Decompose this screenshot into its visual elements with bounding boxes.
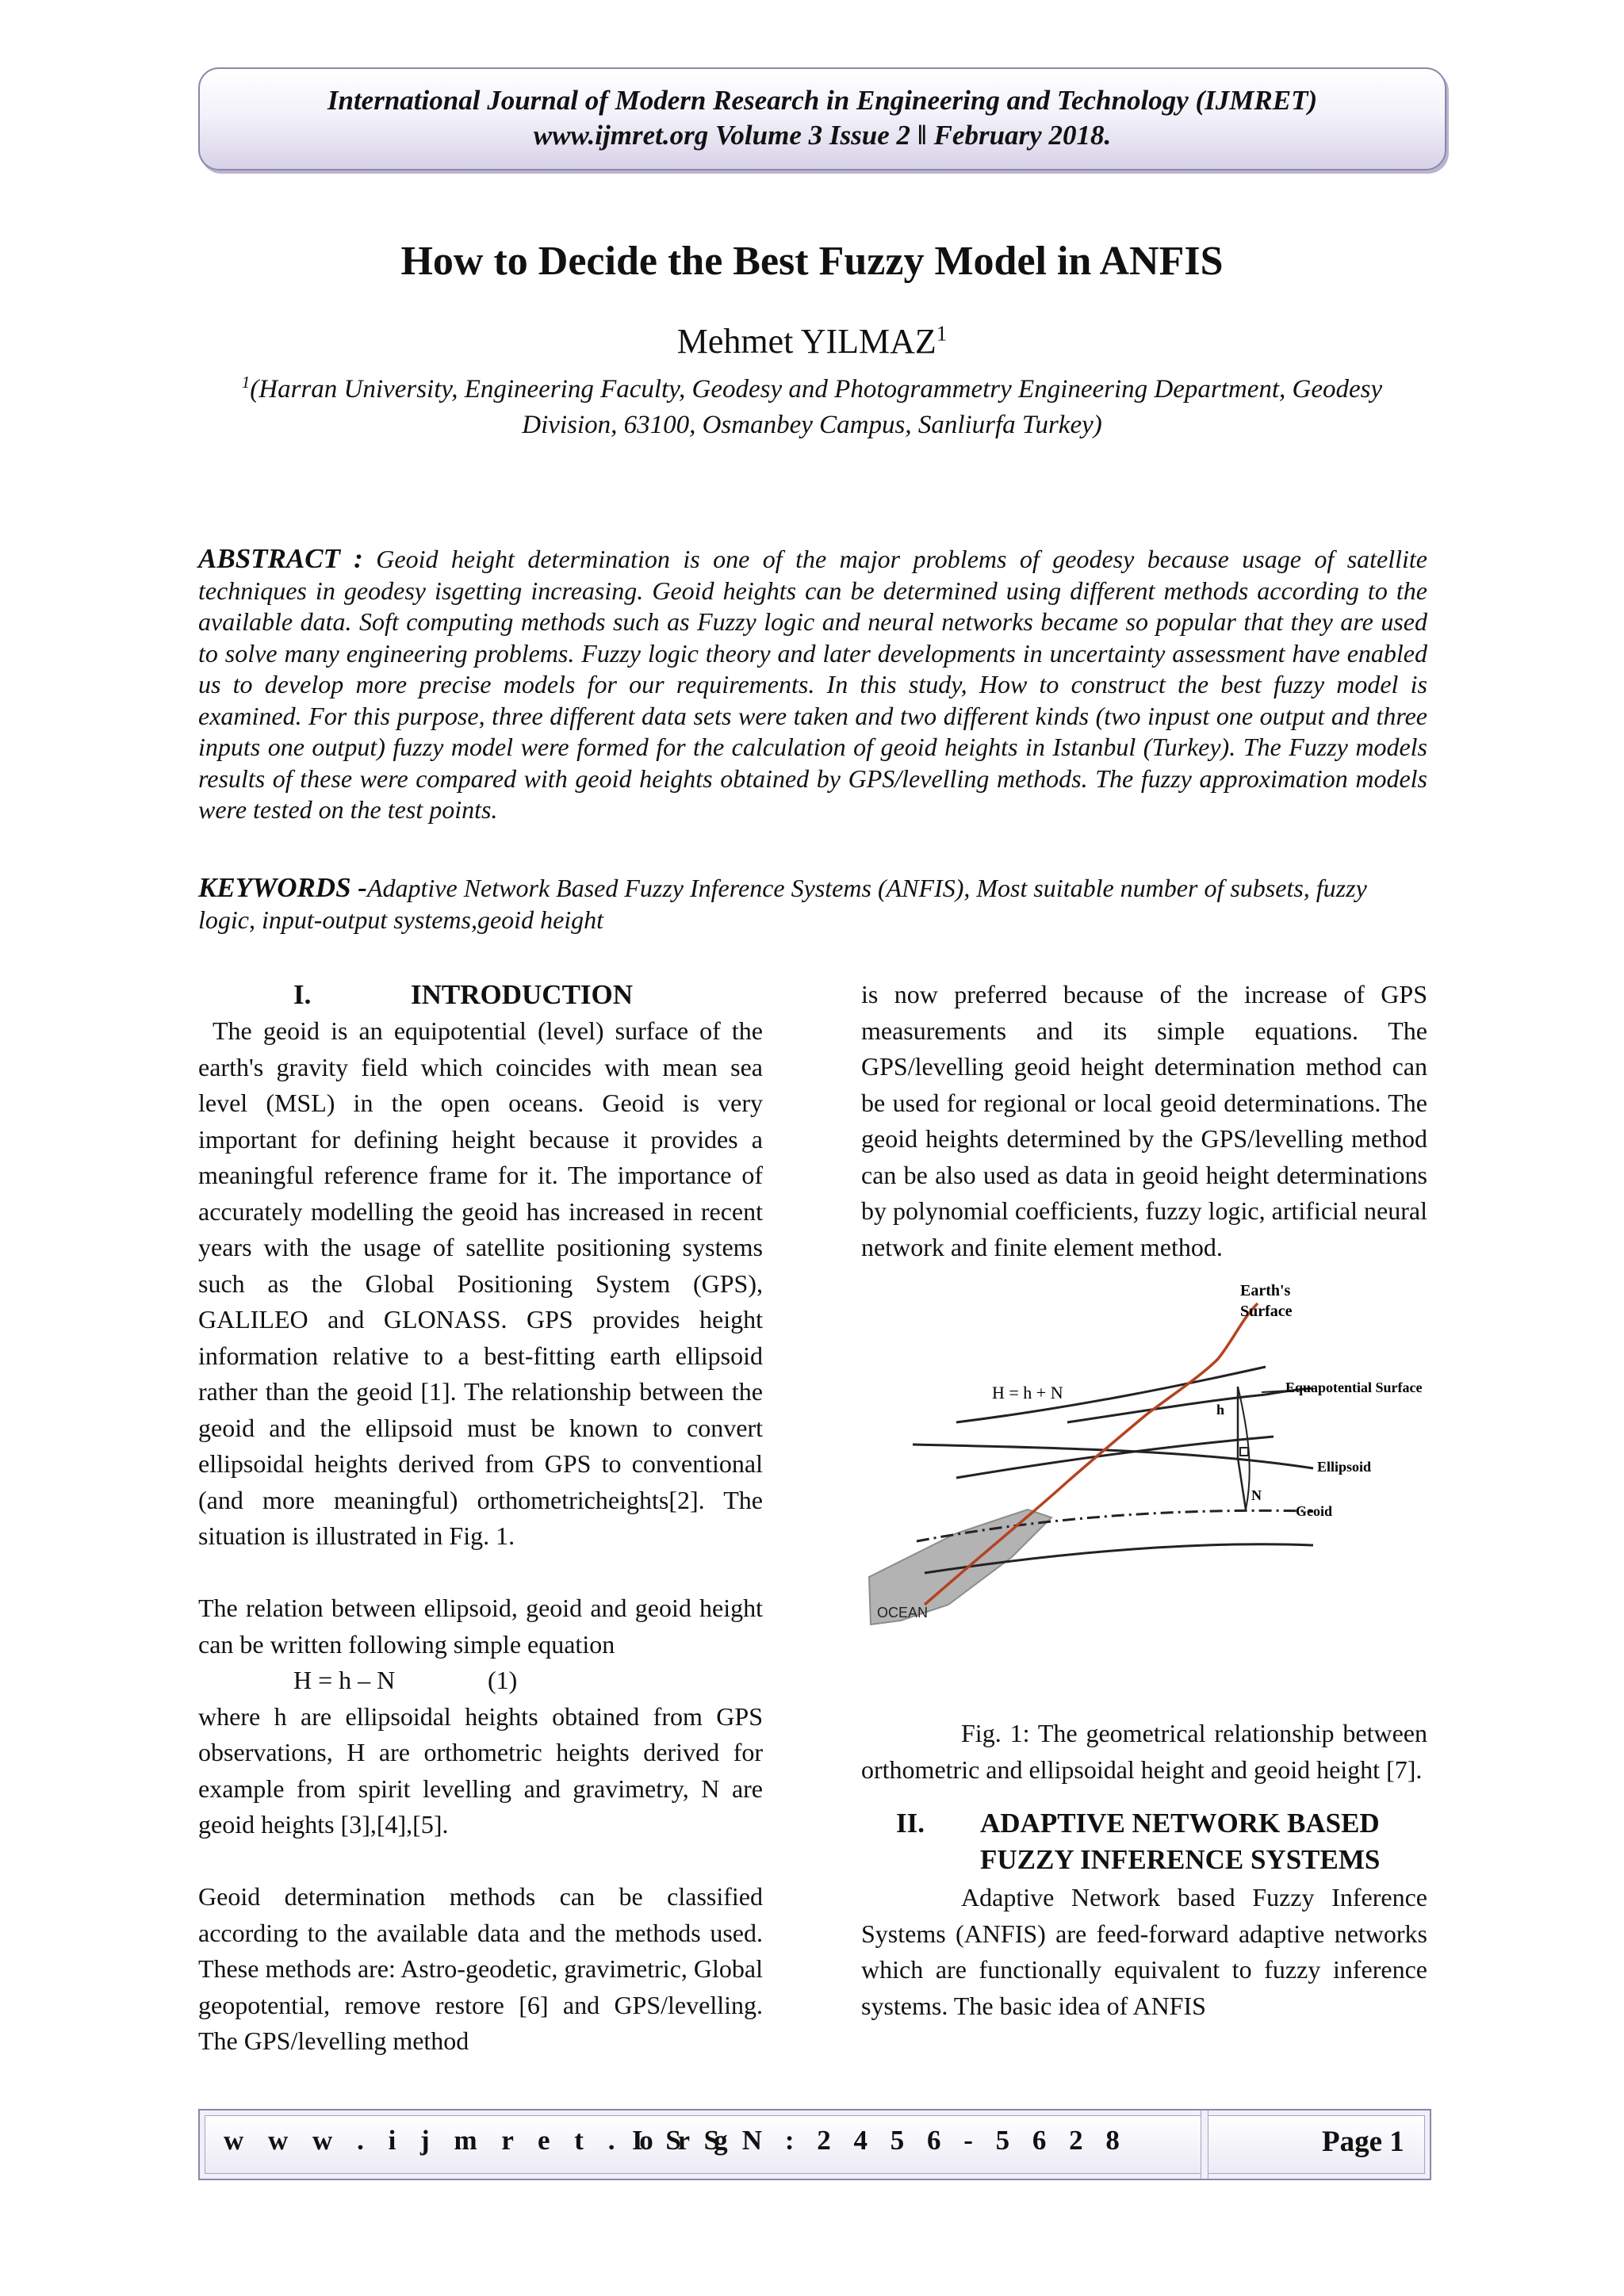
N-label: N — [1251, 1487, 1262, 1503]
earth-surface-label-1: Earth's — [1240, 1282, 1291, 1299]
affiliation-sup: 1 — [241, 373, 251, 392]
ocean-label: OCEAN — [877, 1605, 929, 1621]
affiliation-text: (Harran University, Engineering Faculty, Geodesy and Photogrammetry Engineering Department, Geodesy Division, 63100, Osmanbey Campus, Sanliurfa Turkey) — [250, 375, 1383, 439]
section-heading-introduction — [198, 977, 763, 1013]
figure-caption: Fig. 1: The geometrical relationship between orthometric and ellipsoidal height and geoid height [7]. — [861, 1719, 1427, 1784]
abstract-text: Geoid height determination is one of the major problems of geodesy because usage of satellite techniques in geodesy isgetting increasing. Geoid heights can be determined using different methods according to the available data. Soft computing methods such as Fuzzy logic and neural networks became so popular that they are used to solve many engineering problems. Fuzzy logic theory and later developments in uncertainty assessment have enabled us to develop more precise models for our requirements. In this study, How to construct the best fuzzy model is examined. For this purpose, three different data sets were taken and two different kinds (two inpust one output and three inputs one output) fuzzy model were formed for the calculation of geoid heights in Istanbul (Turkey). The Fuzzy models results of these were compared with geoid heights obtained by GPS/levelling methods. The fuzzy approximation models were tested on the test points. — [198, 545, 1428, 824]
intro-paragraph-1: The geoid is an equipotential (level) surface of the earth's gravity field which coincides with mean sea level (MSL) in the open oceans. Geoid is very important for defining height because it provides a meaningful reference frame for it. The importance of accurately modelling the geoid has increased in recent years with the usage of satellite positioning systems such as the Global Positioning System (GPS), GALILEO and GLONASS. GPS provides height information relative to a best-fitting earth ellipsoid rather than the geoid [1]. The relationship between the geoid and the ellipsoid must be known to convert ellipsoidal heights derived from GPS to conventional (and more meaningful) orthometricheights[2]. The situation is illustrated in Fig. 1. — [198, 1016, 763, 1550]
right-angle-marker — [1240, 1448, 1248, 1456]
geoid-diagram — [861, 1272, 1427, 1716]
journal-header — [198, 67, 1446, 170]
equation-text: H = h – N — [293, 1666, 396, 1694]
abstract-label: ABSTRACT : — [198, 543, 363, 574]
geoid-label: Geoid — [1296, 1503, 1333, 1519]
section-title-line-1: ADAPTIVE NETWORK BASED — [980, 1808, 1380, 1839]
journal-issue: www.ijmret.org Volume 3 Issue 2 ǁ February 2018. — [533, 120, 1112, 151]
h-label: h — [1216, 1402, 1225, 1418]
author-sup: 1 — [936, 321, 948, 346]
keywords-text: Adaptive Network Based Fuzzy Inference Systems (ANFIS), Most suitable number of subsets, fuzzy logic, input-output systems,geoid height — [198, 874, 1367, 934]
section-title: INTRODUCTION — [411, 979, 634, 1010]
right-paragraph-1: is now preferred because of the increase of GPS measurements and its simple equations. The GPS/levelling geoid height determination method can be used for regional or local geoid determinations. The geoid heights determined by the GPS/levelling method can be also used as data in geoid height determinations by polynomial coefficients, fuzzy logic, artificial neural network and finite element method. — [861, 980, 1427, 1261]
affiliation — [198, 365, 1426, 443]
keywords-label: KEYWORDS - — [198, 872, 367, 903]
section-title-line-2: FUZZY INFERENCE SYSTEMS — [980, 1844, 1381, 1875]
footer-website: w w w . i j m r e t . o r g — [224, 2125, 737, 2156]
anfis-paragraph-1: Adaptive Network based Fuzzy Inference Systems (ANFIS) are feed-forward adaptive networks which are functionally equivalent to fuzzy inference systems. The basic idea of ANFIS — [861, 1883, 1427, 2020]
author-name: Mehmet YILMAZ — [676, 322, 936, 361]
earth-surface-label-2: Surface — [1240, 1303, 1293, 1320]
journal-name: International Journal of Modern Research in Engineering and Technology (IJMRET) — [327, 85, 1318, 116]
ellipsoid-line — [913, 1445, 1313, 1468]
section-heading-anfis — [861, 1805, 1427, 1880]
section-number: II. — [896, 1808, 925, 1839]
intro-paragraph-3: where h are ellipsoidal heights obtained from GPS observations, H are orthometric heights derived for example from spirit levelling and gravimetry, N are geoid heights [3],[4],[5]. — [198, 1701, 763, 1839]
ellipsoid-label: Ellipsoid — [1317, 1459, 1372, 1475]
figure-equation: H = h + N — [992, 1383, 1063, 1402]
equation-number: (1) — [488, 1666, 518, 1694]
left-column — [198, 977, 763, 2060]
paper-title: How to Decide the Best Fuzzy Model in ANFIS — [400, 239, 1224, 284]
page-footer — [198, 2109, 1431, 2180]
equation-1 — [198, 1663, 763, 1699]
keywords — [198, 872, 1427, 936]
section-number: I. — [293, 979, 312, 1010]
author — [0, 321, 1624, 362]
footer-issn: I S S N : 2 4 5 6 - 5 6 2 8 — [632, 2125, 1128, 2156]
intro-paragraph-4: Geoid determination methods can be classified according to the available data and the methods used. These methods are: Astro-geodetic, gravimetric, Global geopotential, remove restore [6] and GPS/levelling. The GPS/levelling method — [198, 1882, 763, 2055]
footer-page-number: Page 1 — [1322, 2126, 1404, 2158]
normal-N — [1238, 1458, 1246, 1510]
intro-paragraph-2: The relation between ellipsoid, geoid and geoid height can be written following simple equation — [198, 1594, 763, 1659]
figure-1 — [861, 1272, 1427, 1716]
right-column — [861, 977, 1427, 2024]
abstract — [198, 543, 1427, 826]
equipotential-label: Equapotential Surface — [1285, 1380, 1423, 1395]
